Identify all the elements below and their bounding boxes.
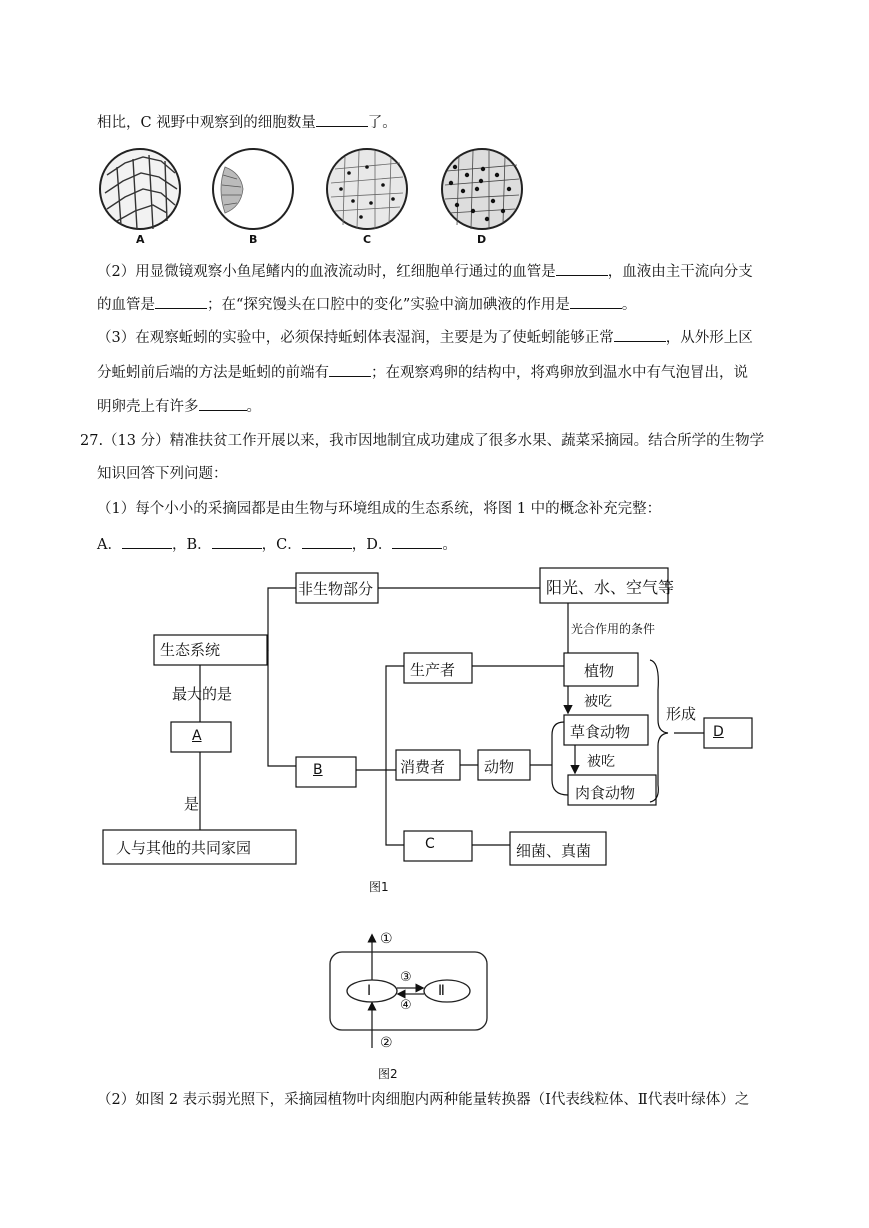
label-animal: 动物 [484,758,515,776]
mitochondrion-shape [347,980,397,1002]
label-bacteria-fungi: 细菌、真菌 [516,842,592,860]
box-c [404,831,472,861]
label-c: C [425,836,435,852]
label-consumer: 消费者 [400,758,446,776]
question-line: （1）每个小小的采摘园都是由生物与环境组成的生态系统，将图 1 中的概念补充完整： [97,501,662,517]
label-4: ④ [400,998,412,1013]
figure-caption: 图1 [369,880,389,894]
text: ；在“探究馒头在口腔中的变化”实验中滴加碘液的作用是 [207,297,570,313]
label-nonbio: 非生物部分 [298,580,374,598]
text: ；在观察鸡卵的结构中，将鸡卵放到温水中有气泡冒出，说 [371,365,748,381]
label-eaten: 被吃 [584,694,612,710]
label-largest: 最大的是 [172,685,233,703]
label-photosynthesis-condition: 光合作用的条件 [571,622,656,636]
view-label: C [363,233,372,246]
view-label: A [136,233,145,246]
label-carnivore: 肉食动物 [575,784,636,802]
box-b [296,757,356,787]
text: ，D． [351,537,393,553]
label-3: ③ [400,970,412,985]
label-organelle-1: Ⅰ [367,983,372,999]
question-line: 知识回答下列问题： [97,466,228,482]
chloroplast-shape [424,980,470,1002]
label-is: 是 [184,795,200,813]
text: ，血液由主干流向分支 [607,264,753,280]
label-2: ② [380,1035,393,1051]
label-eaten: 被吃 [587,754,615,770]
label-producer: 生产者 [410,661,456,679]
label-b: B [313,762,323,778]
text: 的血管是 [97,297,155,313]
text: 相比，C 视野中观察到的细胞数量 [97,115,316,131]
figure-caption: 图2 [378,1067,398,1081]
label-home: 人与其他的共同家园 [116,839,252,857]
text: 明卵壳上有许多 [97,399,199,415]
label-1: ① [380,931,393,947]
text: 。 [621,297,637,313]
label-a: A [192,728,202,744]
label-d: D [713,724,724,740]
text: A． [97,537,122,553]
view-label: B [249,233,258,246]
cell-outline [330,952,487,1030]
box-d [704,718,752,748]
text: ，B． [171,537,212,553]
question-line: （2）如图 2 表示弱光照下，采摘园植物叶肉细胞内两种能量转换器（Ⅰ代表线粒体、Ⅱ代表叶绿体）之 [97,1092,750,1108]
text: （2）用显微镜观察小鱼尾鳍内的血液流动时，红细胞单行通过的血管是 [97,264,556,280]
label-sun: 阳光、水、空气等 [546,578,675,597]
text: 分蚯蚓前后端的方法是蚯蚓的前端有 [97,365,329,381]
text: 。 [442,537,457,553]
label-herbivore: 草食动物 [570,723,631,741]
text: 。 [246,399,261,415]
text: ，从外形上区 [665,330,753,346]
label-ecosystem: 生态系统 [160,641,221,659]
text: （3）在观察蚯蚓的实验中，必须保持蚯蚓体表湿润，主要是为了使蚯蚓能够正常 [97,330,614,346]
question-line: 27.（13 分）精准扶贫工作开展以来，我市因地制宜成功建成了很多水果、蔬菜采摘园。结合所学的生物学 [80,433,765,449]
view-label: D [477,233,487,246]
text: ，C． [261,537,302,553]
label-form: 形成 [666,705,697,723]
label-organelle-2: Ⅱ [438,983,445,999]
label-plant: 植物 [584,662,615,680]
text: 了。 [367,115,397,131]
